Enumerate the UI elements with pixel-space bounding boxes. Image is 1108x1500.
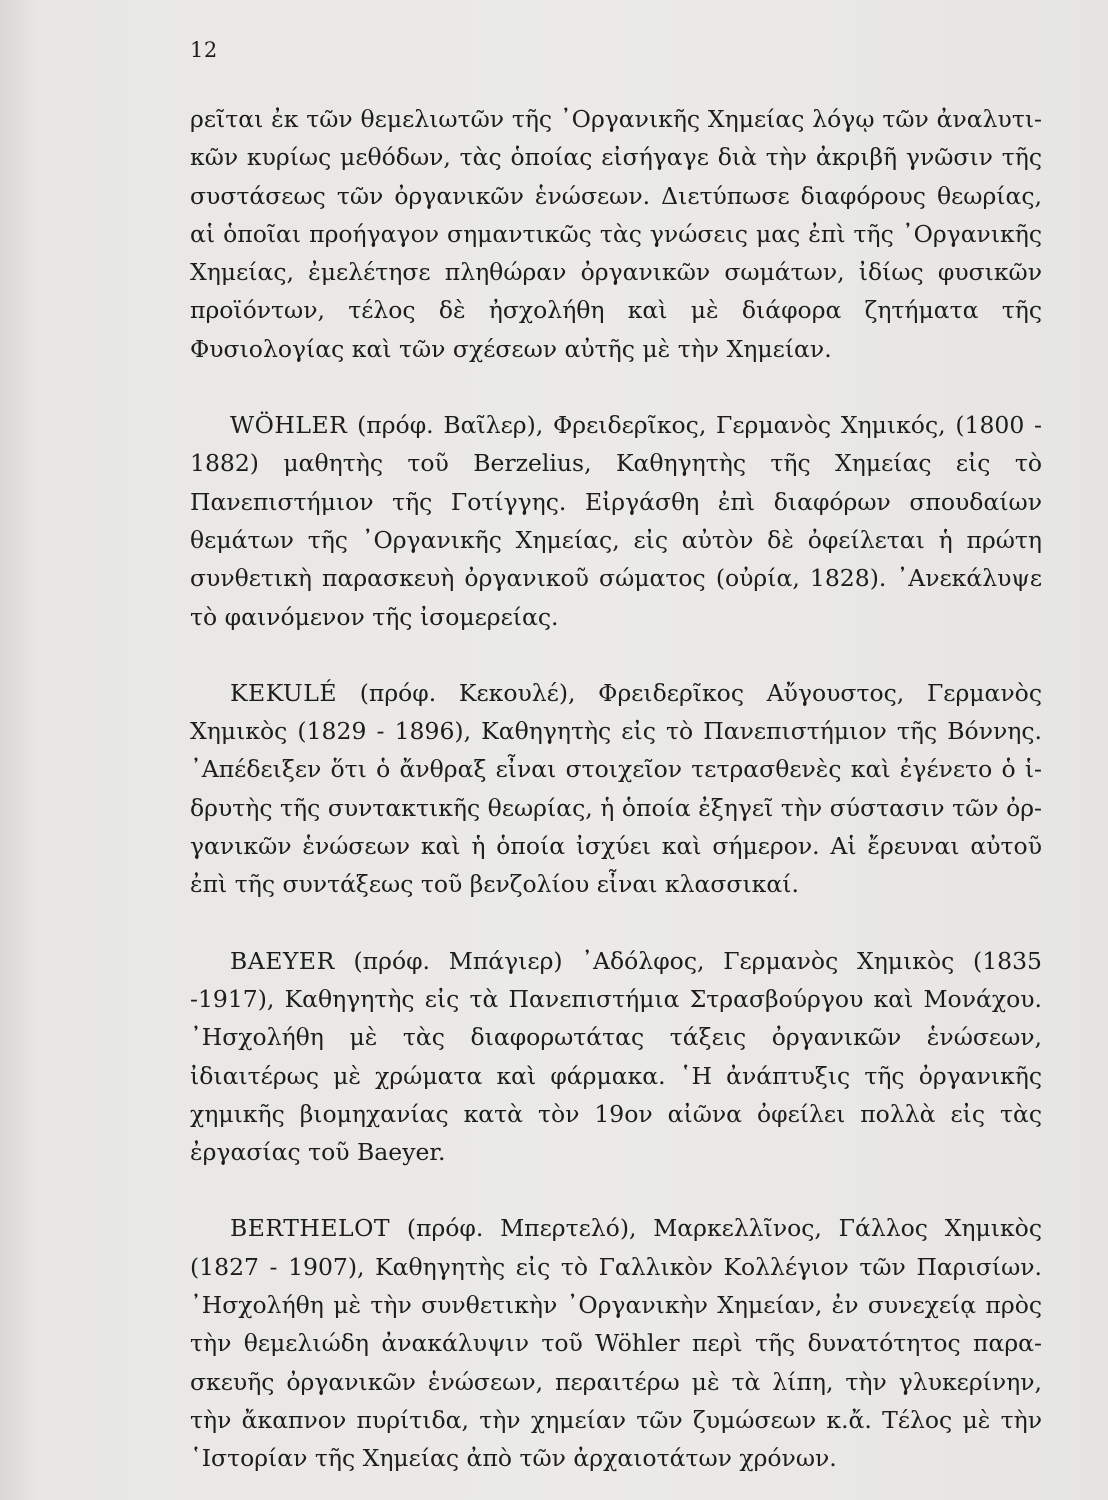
bio-text: (πρόφ. Βαῖλερ), Φρειδερῖκος, Γερμανὸς Χημικός, (1800 - 1882) μαθητὴς τοῦ Berzelius, Καθηγητὴς τῆς Χημείας εἰς τὸ Πανεπιστήμιον τῆς Γοτίγγης. Εἰργάσθη ἐπὶ διαφόρων σπουδαίων θεμάτων τῆς ᾿Οργανικῆς Χημείας, εἰς αὐτὸν δὲ ὀφείλεται ἡ πρώτη συνθετικὴ παρασκευὴ ὀργανικοῦ σώματος (οὐρία, 1828). ᾿Ανεκάλυψε τὸ φαινόμενον τῆς ἰσομερείας. bbox=[190, 411, 1042, 631]
bio-name: WÖHLER bbox=[230, 411, 348, 440]
bio-berthelot bbox=[190, 1209, 1042, 1477]
bio-kekule bbox=[190, 674, 1042, 904]
bio-wohler bbox=[190, 406, 1042, 636]
bio-name: BAEYER bbox=[230, 946, 335, 975]
bio-name: KEKULÉ bbox=[230, 678, 337, 707]
bio-text: (πρόφ. Μπερτελό), Μαρκελλῖνος, Γάλλος Χημικὸς (1827 - 1907), Καθηγητὴς εἰς τὸ Γαλλικὸν Κολλέγιον τῶν Παρισίων. ᾿Ησχολήθη μὲ τὴν συνθετικὴν ᾿Οργανικὴν Χημείαν, ἐν συνεχείᾳ πρὸς τὴν θεμελιώδη ἀνακάλυψιν τοῦ Wöhler περὶ τῆς δυνατότητος παρασκευῆς ὀργανικῶν ἑνώσεων, περαιτέρω μὲ τὰ λίπη, τὴν γλυκερίνην, τὴν ἄκαπνον πυρίτιδα, τὴν χημείαν τῶν ζυμώσεων κ.ἄ. Τέλος μὲ τὴν ῾Ιστορίαν τῆς Χημείας ἀπὸ τῶν ἀρχαιοτάτων χρόνων. bbox=[190, 1214, 1042, 1473]
bio-baeyer bbox=[190, 942, 1042, 1172]
intro-paragraph: ρεῖται ἐκ τῶν θεμελιωτῶν τῆς ᾿Οργανικῆς Χημείας λόγῳ τῶν ἀναλυτικῶν κυρίως μεθόδων, τὰς ὁποίας εἰσήγαγε διὰ τὴν ἀκριβῆ γνῶσιν τῆς συστάσεως τῶν ὀργανικῶν ἑνώσεων. Διετύπωσε διαφόρους θεωρίας, αἱ ὁποῖαι προήγαγον σημαντικῶς τὰς γνώσεις μας ἐπὶ τῆς ᾿Οργανικῆς Χημείας, ἐμελέτησε πληθώραν ὀργανικῶν σωμάτων, ἰδίως φυσικῶν προϊόντων, τέλος δὲ ἠσχολήθη καὶ μὲ διάφορα ζητήματα τῆς Φυσιολογίας καὶ τῶν σχέσεων αὐτῆς μὲ τὴν Χημείαν. bbox=[190, 105, 1042, 363]
bio-text: (πρόφ. Μπάγιερ) ᾿Αδόλφος, Γερμανὸς Χημικὸς (1835 -1917), Καθηγητὴς εἰς τὰ Πανεπιστήμια Στρασβούργου καὶ Μονάχου. ᾿Ησχολήθη μὲ τὰς διαφορωτάτας τάξεις ὀργανικῶν ἑνώσεων, ἰδιαιτέρως μὲ χρώματα καὶ φάρμακα. ῾Η ἀνάπτυξις τῆς ὀργανικῆς χημικῆς βιομηχανίας κατὰ τὸν 19ον αἰῶνα ὀφείλει πολλὰ εἰς τὰς ἐργασίας τοῦ Baeyer. bbox=[190, 946, 1042, 1167]
bio-text: (πρόφ. Κεκουλέ), Φρειδερῖκος Αὔγουστος, Γερμανὸς Χημικὸς (1829 - 1896), Καθηγητὴς εἰς τὸ Πανεπιστήμιον τῆς Βόννης. ᾿Απέδειξεν ὅτι ὁ ἄνθραξ εἶναι στοιχεῖον τετρασθενὲς καὶ ἐγένετο ὁ ἱδρυτὴς τῆς συντακτικῆς θεωρίας, ἡ ὁποία ἐξηγεῖ τὴν σύστασιν τῶν ὀργανικῶν ἑνώσεων καὶ ἡ ὁποία ἰσχύει καὶ σήμερον. Αἱ ἔρευναι αὐτοῦ ἐπὶ τῆς συντάξεως τοῦ βενζολίου εἶναι κλασσικαί. bbox=[190, 678, 1042, 899]
bio-name: BERTHELOT bbox=[230, 1214, 391, 1243]
page-number: 12 bbox=[190, 38, 218, 62]
page-body bbox=[190, 100, 1042, 1478]
